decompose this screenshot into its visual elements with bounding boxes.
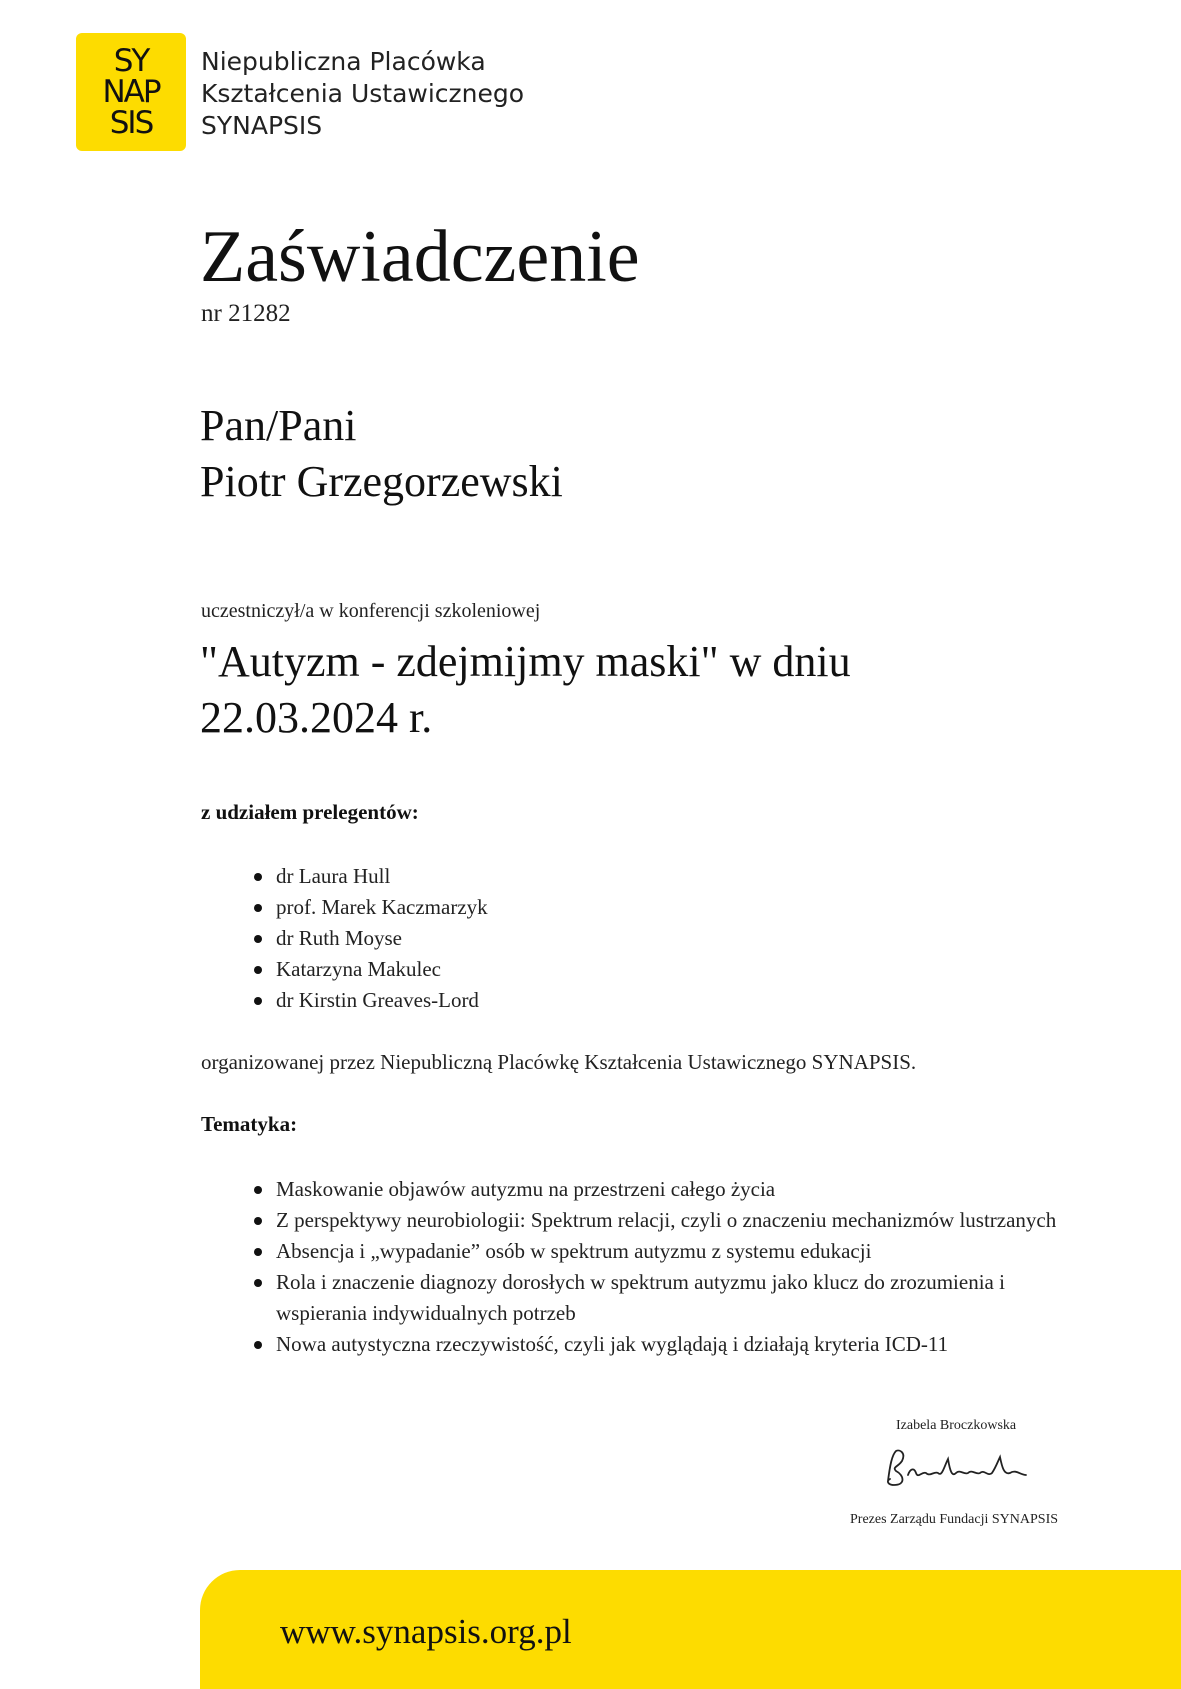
organization-name-line: Kształcenia Ustawicznego [201,79,525,108]
topic-item: Absencja i „wypadanie” osób w spektrum autyzmu z systemu edukacji [276,1236,1096,1267]
speakers-list [276,861,488,1016]
signer-role: Prezes Zarządu Fundacji SYNAPSIS [850,1512,1059,1527]
topic-item: Nowa autystyczna rzeczywistość, czyli jak wyglądają i działają kryteria ICD-11 [276,1329,1096,1360]
certificate-number: nr 21282 [201,300,291,327]
speaker-item: prof. Marek Kaczmarzyk [276,892,488,923]
certificate-title: Zaświadczenie [200,216,640,298]
speaker-item: dr Kirstin Greaves-Lord [276,985,488,1016]
recipient-block [200,398,563,510]
recipient-name: Piotr Grzegorzewski [200,457,563,506]
signer-name: Izabela Broczkowska [896,1418,1017,1433]
speaker-item: dr Ruth Moyse [276,923,488,954]
organizer-text: organizowanej przez Niepubliczną Placówkę Kształcenia Ustawicznego SYNAPSIS. [201,1050,917,1074]
recipient-salutation: Pan/Pani [200,401,357,450]
speaker-item: Katarzyna Makulec [276,954,488,985]
topic-item: Maskowanie objawów autyzmu na przestrzeni całego życia [276,1174,1096,1205]
event-date: 22.03.2024 r. [200,693,433,742]
event-title [200,634,1080,746]
organization-name [201,46,524,142]
organization-name-line: SYNAPSIS [201,111,323,140]
logo-text-line: SY [113,42,149,79]
topic-item: Z perspektywy neurobiologii: Spektrum relacji, czyli o znaczeniu mechanizmów lustrzanych [276,1205,1096,1236]
handwritten-signature [880,1445,1050,1495]
logo-text-line: NAP [102,73,160,110]
topic-item: Rola i znaczenie diagnozy dorosłych w spektrum autyzmu jako klucz do zrozumienia i wspierania indywidualnych potrzeb [276,1267,1096,1329]
topics-list [276,1174,1096,1360]
event-title-line: "Autyzm - zdejmijmy maski" w dniu [200,637,851,686]
synapsis-logo [76,33,186,151]
logo-text-line: SIS [109,104,153,141]
topics-heading: Tematyka: [201,1112,298,1136]
speakers-heading: z udziałem prelegentów: [201,800,419,824]
organization-name-line: Niepubliczna Placówka [201,47,486,76]
footer-band [200,1570,1181,1689]
speaker-item: dr Laura Hull [276,861,488,892]
website-link[interactable]: www.synapsis.org.pl [280,1612,572,1651]
participation-text: uczestniczył/a w konferencji szkoleniowej [201,600,541,622]
